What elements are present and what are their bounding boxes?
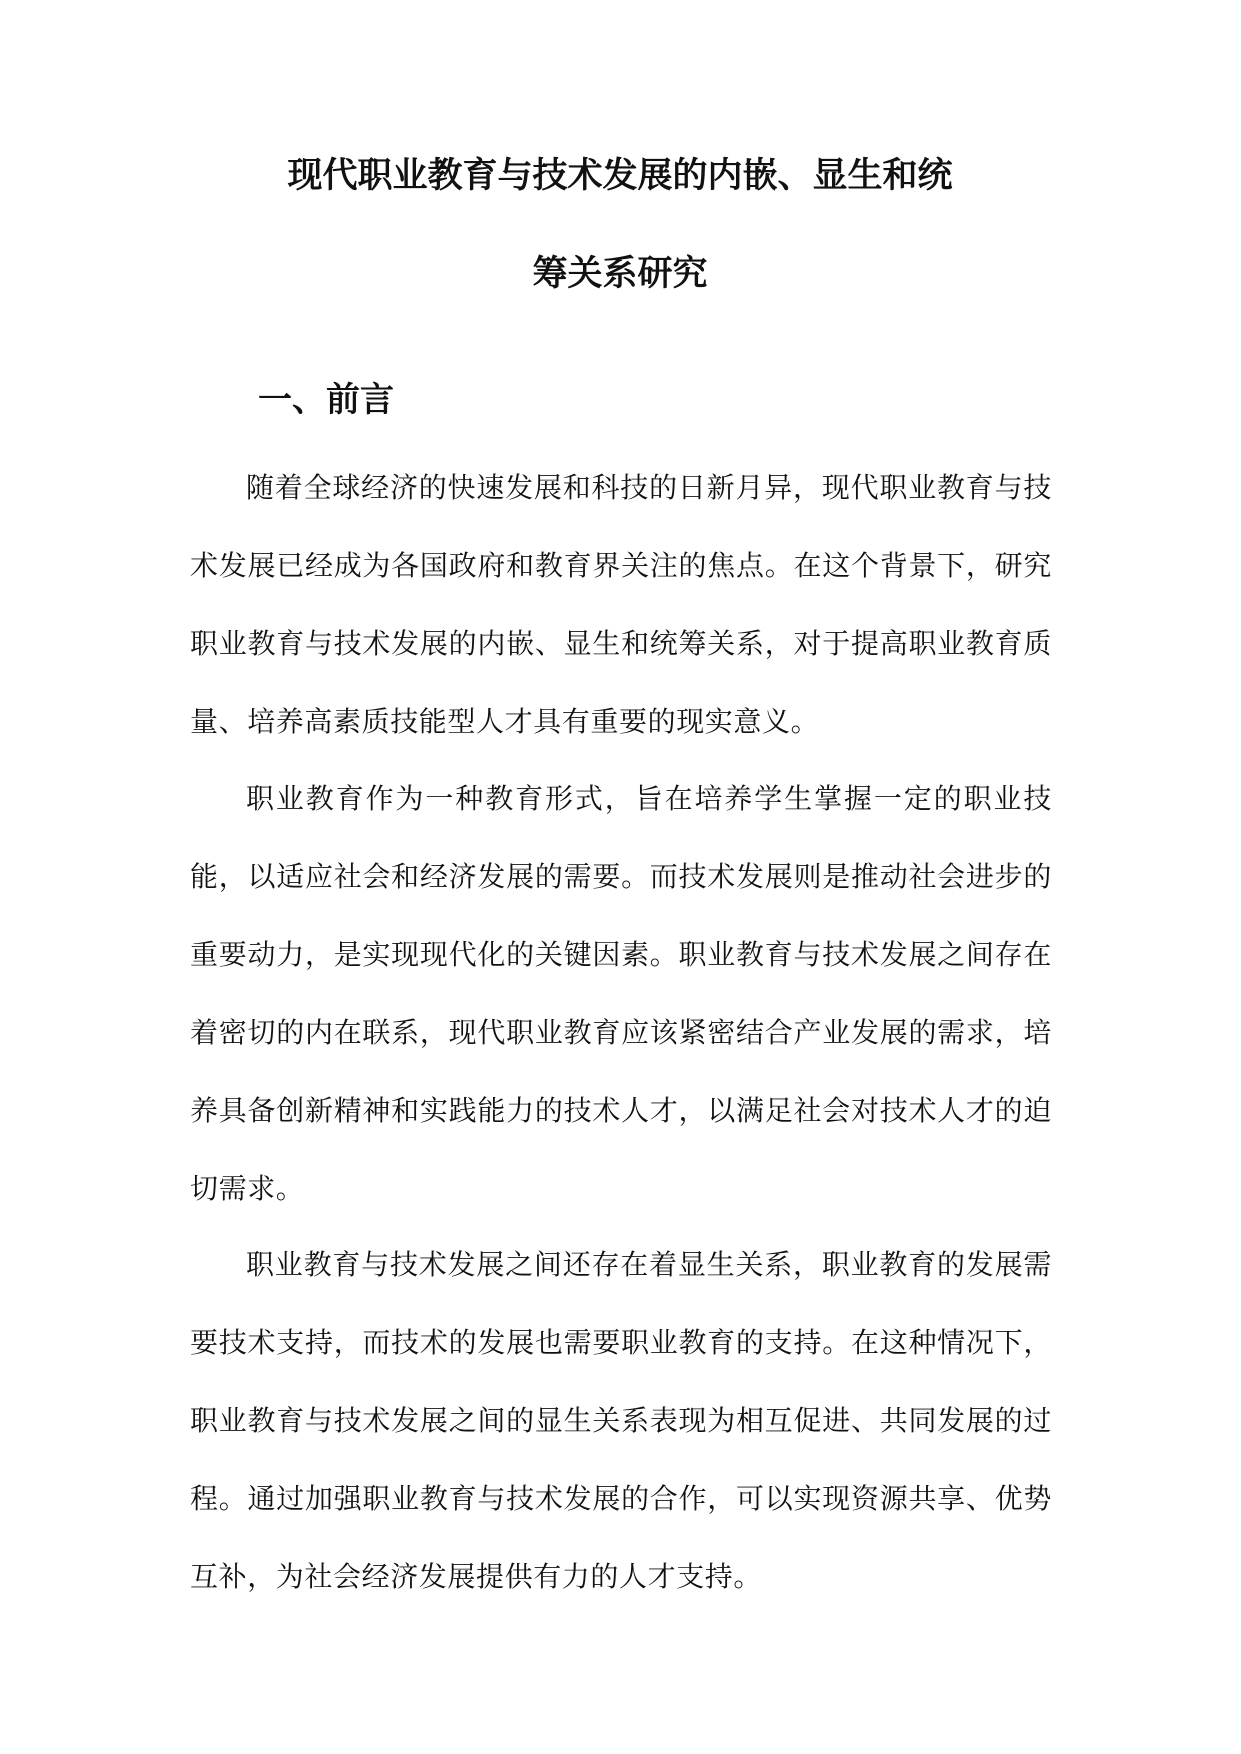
body-paragraph: 随着全球经济的快速发展和科技的日新月异，现代职业教育与技术发展已经成为各国政府和教育界关注的焦点。在这个背景下，研究职业教育与技术发展的内嵌、显生和统筹关系，对于提高职业教育质量、培养高素质技能型人才具有重要的现实意义。 <box>190 471 1052 738</box>
body-paragraph: 职业教育与技术发展之间还存在着显生关系，职业教育的发展需要技术支持，而技术的发展也需要职业教育的支持。在这种情况下，职业教育与技术发展之间的显生关系表现为相互促进、共同发展的过程。通过加强职业教育与技术发展的合作，可以实现资源共享、优势互补，为社会经济发展提供有力的人才支持。 <box>190 1248 1052 1593</box>
document-title-line-1: 现代职业教育与技术发展的内嵌、显生和统 <box>287 156 953 196</box>
section-heading: 一、前言 <box>258 380 394 420</box>
body-paragraph: 职业教育作为一种教育形式，旨在培养学生掌握一定的职业技能，以适应社会和经济发展的需要。而技术发展则是推动社会进步的重要动力，是实现现代化的关键因素。职业教育与技术发展之间存在着密切的内在联系，现代职业教育应该紧密结合产业发展的需求，培养具备创新精神和实践能力的技术人才，以满足社会对技术人才的迫切需求。 <box>190 782 1052 1205</box>
document-title-line-2: 筹关系研究 <box>532 254 708 294</box>
